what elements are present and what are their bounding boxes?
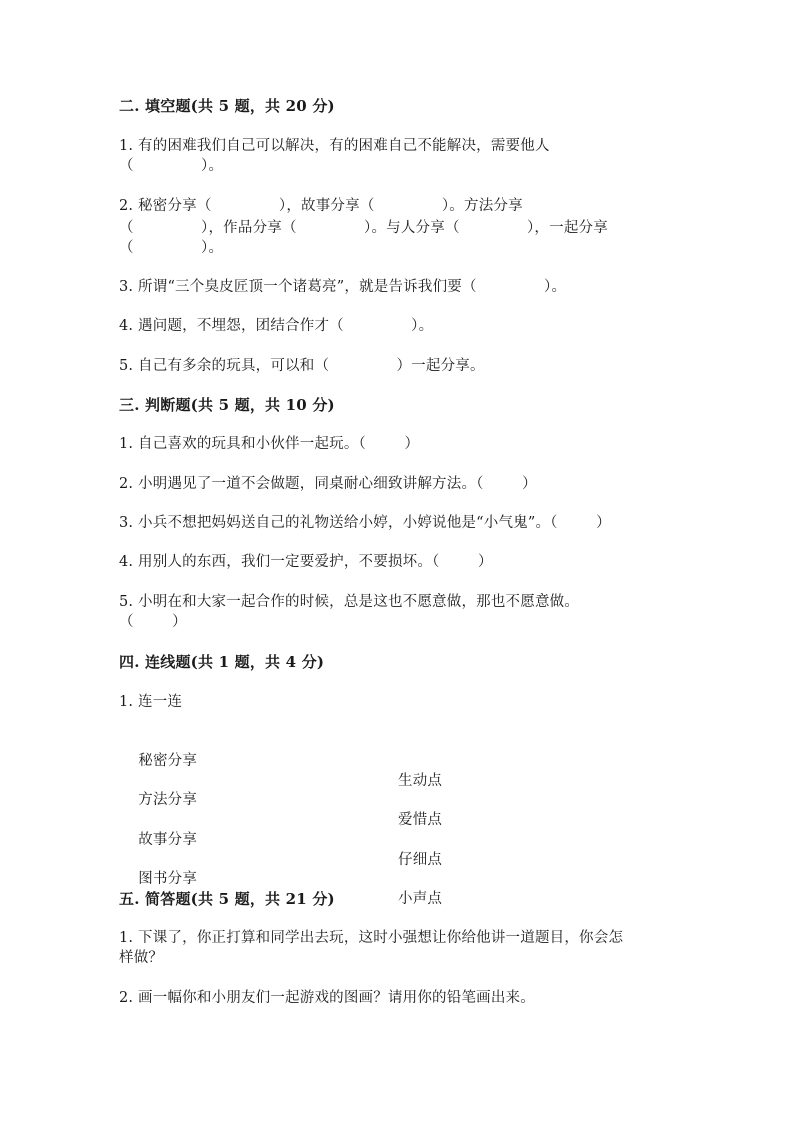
- question-text: 5. 小明在和大家一起合作的时候，总是这也不愿意做，那也不愿意做。: [119, 594, 580, 610]
- question-text: 1. 连一连: [119, 694, 183, 710]
- answer-blank: （ ）: [119, 614, 187, 630]
- matching-left-item: 方法分享: [138, 792, 198, 808]
- question-text: （ ），作品分享（ ）。与人分享（ ），一起分享: [119, 220, 608, 236]
- question-text: 4. 用别人的东西，我们一定要爱护，不要损坏。（ ）: [119, 554, 493, 570]
- question-text: 3. 所谓“三个臭皮匠顶一个诸葛亮”，就是告诉我们要（ ）。: [119, 279, 567, 295]
- question-text: 1. 自己喜欢的玩具和小伙伴一起玩。（ ）: [119, 436, 420, 452]
- question-text: 5. 自己有多余的玩具，可以和（ ）一起分享。: [119, 358, 485, 374]
- answer-blank: （ ）。: [119, 240, 224, 256]
- answer-blank: （ ）。: [119, 158, 224, 174]
- question-text: 4. 遇问题，不埋怨，团结合作才（ ）。: [119, 318, 434, 334]
- section-heading-short-answer: 五. 简答题(共 5 题，共 21 分): [119, 890, 335, 908]
- question-text: 2. 秘密分享（ ），故事分享（ ）。方法分享: [119, 198, 523, 214]
- matching-right-item: 爱惜点: [398, 812, 443, 828]
- matching-left-item: 秘密分享: [138, 753, 198, 769]
- matching-left-item: 故事分享: [138, 832, 198, 848]
- question-text: 样做？: [119, 950, 164, 966]
- section-heading-true-false: 三. 判断题(共 5 题，共 10 分): [119, 396, 335, 414]
- matching-right-item: 小声点: [398, 891, 443, 907]
- section-heading-matching: 四. 连线题(共 1 题，共 4 分): [119, 653, 325, 671]
- matching-left-item: 图书分享: [138, 871, 198, 887]
- question-text: 2. 小明遇见了一道不会做题，同桌耐心细致讲解方法。（ ）: [119, 476, 537, 492]
- question-text: 3. 小兵不想把妈妈送自己的礼物送给小婷，小婷说他是“小气鬼”。（ ）: [119, 515, 611, 531]
- matching-right-item: 仔细点: [398, 852, 443, 868]
- question-text: 1. 有的困难我们自己可以解决，有的困难自己不能解决，需要他人: [119, 138, 550, 154]
- section-heading-fill-blank: 二. 填空题(共 5 题，共 20 分): [119, 97, 335, 115]
- question-text: 2. 画一幅你和小朋友们一起游戏的图画？请用你的铅笔画出来。: [119, 990, 535, 1006]
- matching-right-item: 生动点: [398, 773, 443, 789]
- question-text: 1. 下课了，你正打算和同学出去玩，这时小强想让你给他讲一道题目，你会怎: [119, 930, 624, 946]
